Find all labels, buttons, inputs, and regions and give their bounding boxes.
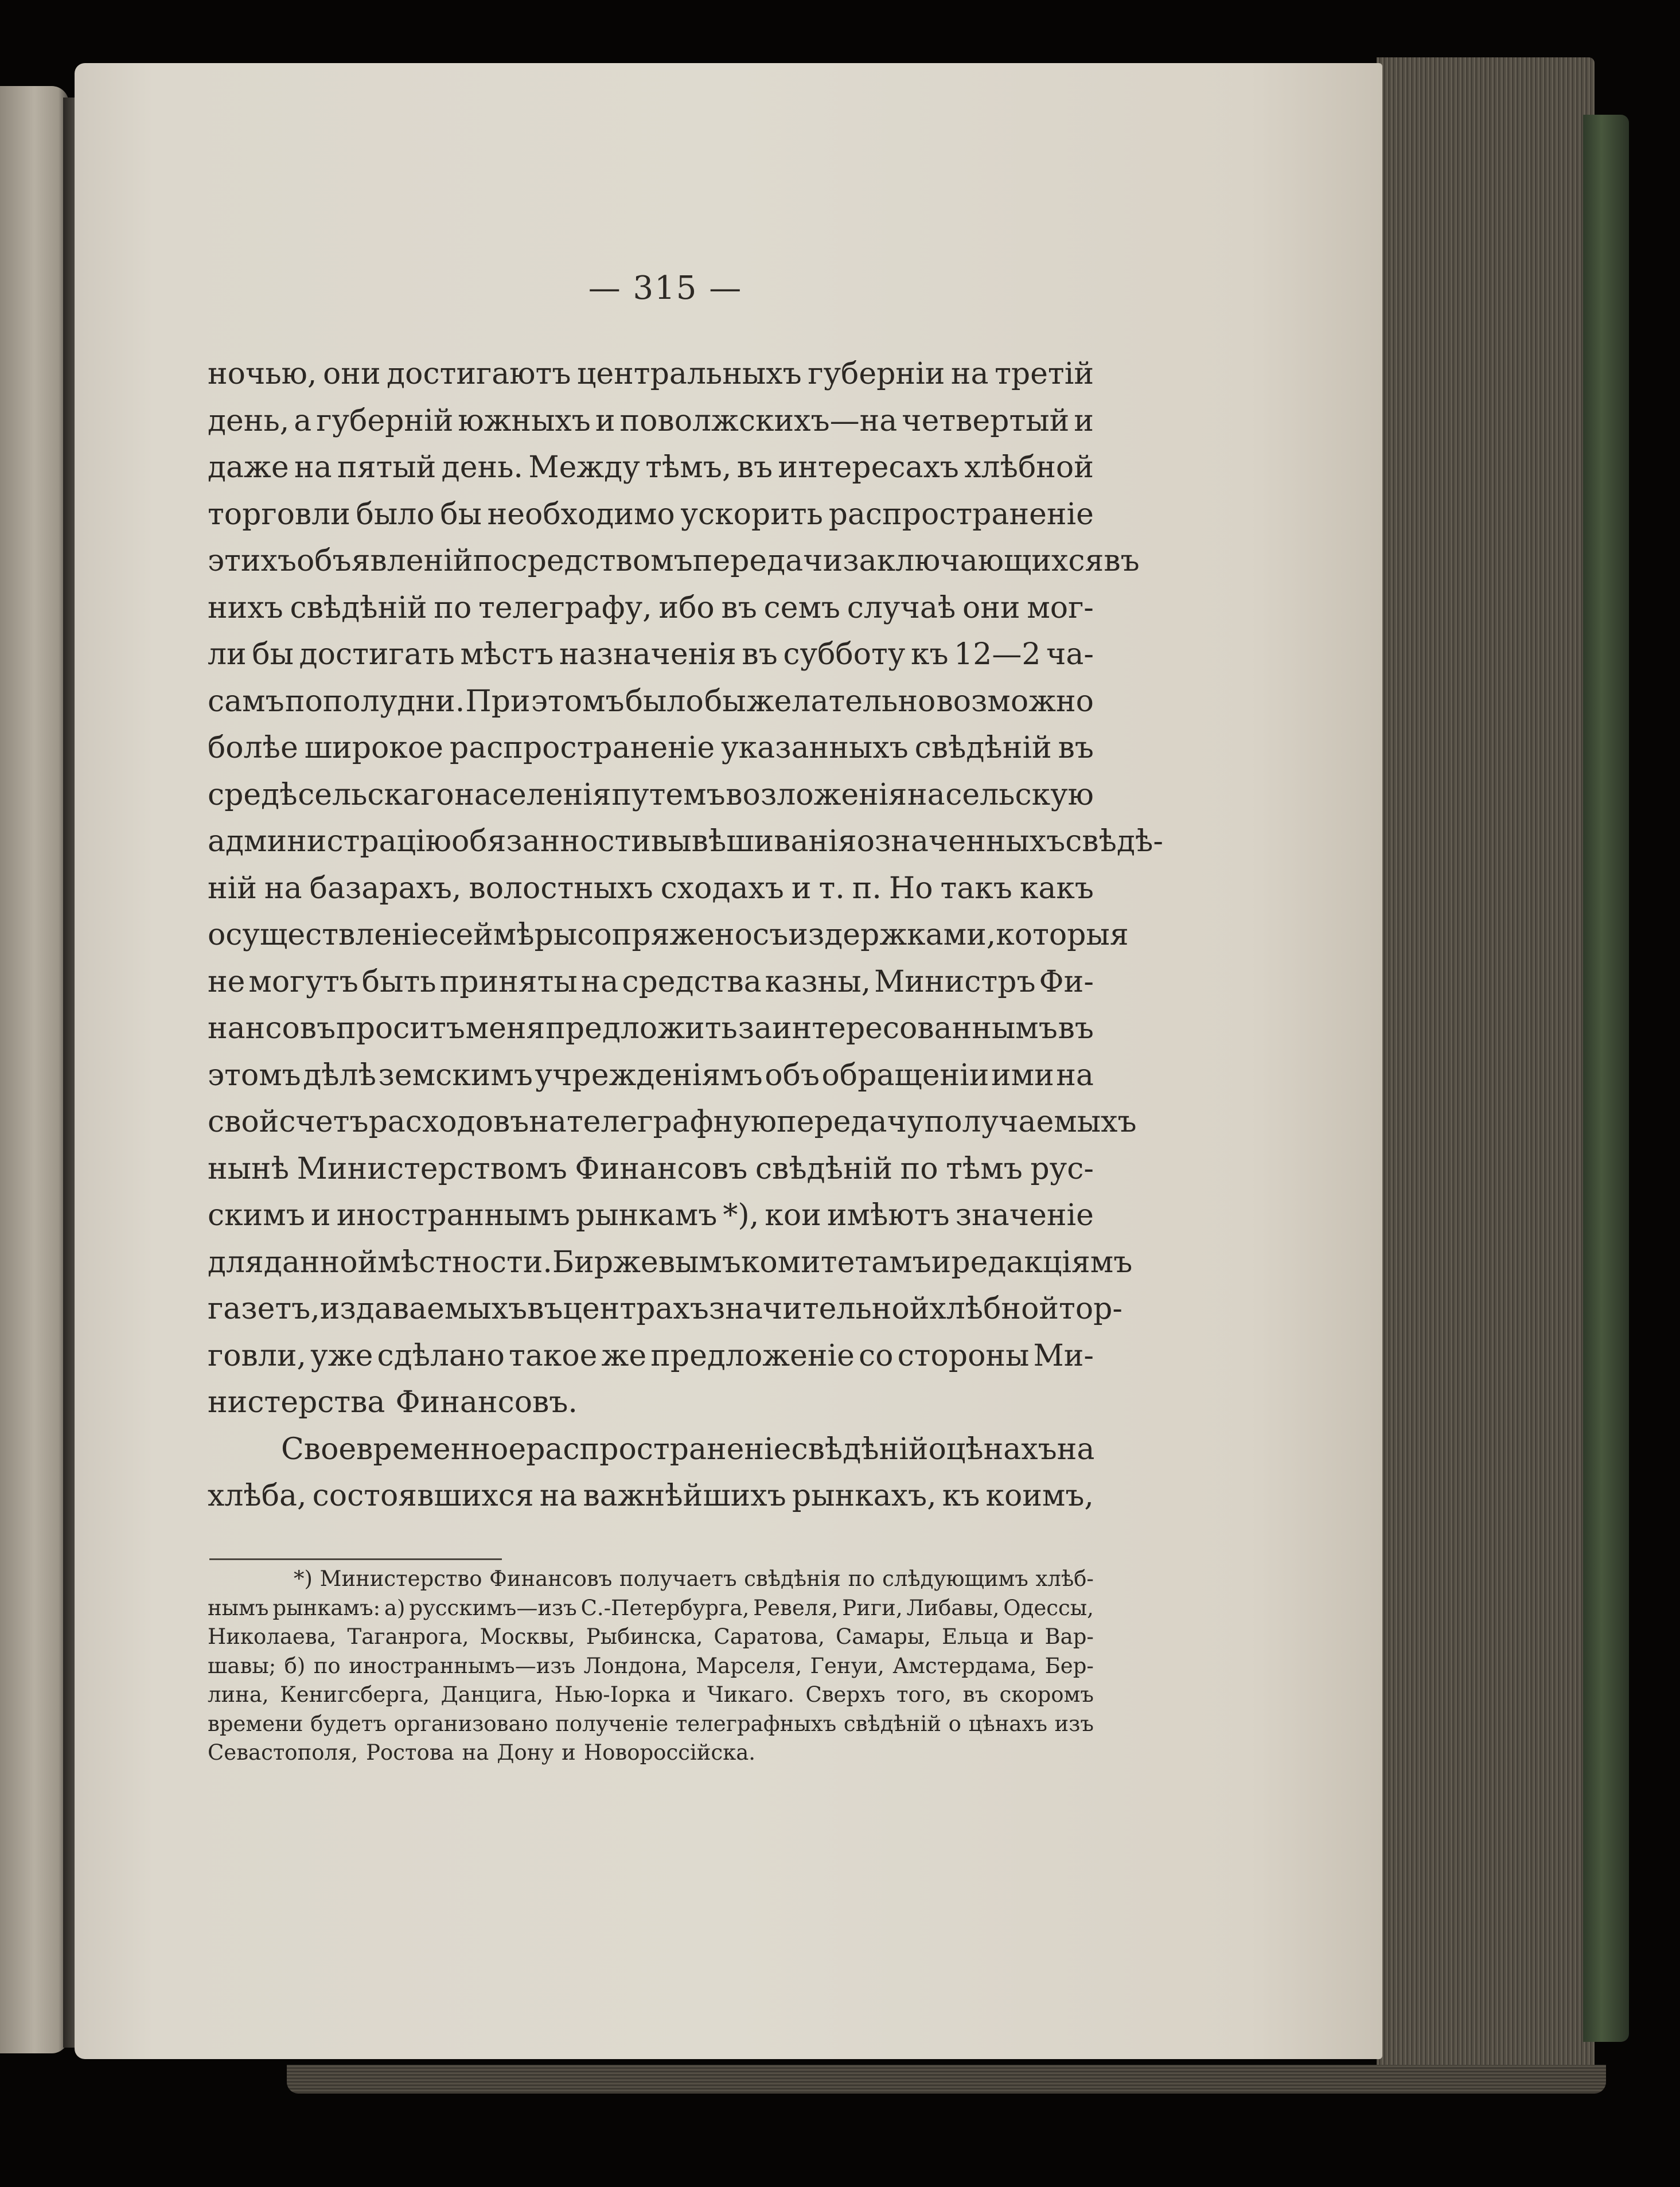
page-stack-edges	[1377, 57, 1595, 2076]
word: широкое	[304, 731, 443, 765]
word: данной	[263, 1245, 378, 1280]
footnote-word: Данцига,	[441, 1682, 544, 1707]
word: предложить	[545, 1011, 738, 1046]
footnote-word: Новороссійска.	[583, 1740, 756, 1765]
footnote-word: Бер-	[1044, 1653, 1094, 1678]
word: сельскаго	[298, 777, 454, 812]
word: ча-	[1046, 637, 1094, 672]
word: свой	[208, 1105, 279, 1139]
footnote-word: полученіе	[555, 1711, 669, 1736]
word: значительной	[708, 1292, 930, 1326]
footnote-word: русскимъ—изъ	[409, 1595, 577, 1620]
word: нынѣ	[208, 1151, 290, 1186]
word: При	[465, 684, 531, 719]
word: посредствомъ	[473, 544, 693, 578]
word: въ	[736, 450, 773, 485]
word: со	[859, 1338, 894, 1373]
word: губерній	[316, 403, 454, 438]
word: предложеніе	[650, 1338, 855, 1373]
word: даже	[208, 450, 289, 485]
word: нансовъ	[208, 1011, 336, 1046]
word: хлѣбной	[964, 450, 1094, 485]
word: средѣ	[208, 777, 298, 812]
word: этомъ	[531, 684, 625, 719]
word: путемъ	[611, 777, 726, 812]
word: издержками,	[788, 918, 996, 952]
word: т.	[818, 871, 845, 906]
word: цѣнахъ	[946, 1432, 1057, 1467]
word: ибо	[658, 590, 715, 625]
word: обращеніи	[821, 1058, 989, 1093]
word: стороны	[897, 1338, 1030, 1373]
word: заинтересованнымъ	[738, 1011, 1058, 1046]
word: мѣры	[493, 918, 578, 952]
body-line	[208, 866, 1094, 913]
word: сопряжено	[577, 918, 753, 952]
word: Ми-	[1033, 1338, 1094, 1373]
word: субботу	[783, 637, 906, 672]
word: объ	[765, 1058, 820, 1093]
body-line	[208, 679, 1094, 726]
word: тѣмъ	[946, 1151, 1023, 1186]
word: случаѣ	[847, 590, 956, 625]
word: Фи-	[1039, 964, 1094, 999]
word: въ	[1104, 544, 1140, 578]
footnote-word: получаетъ	[619, 1566, 737, 1591]
word: не	[208, 964, 245, 999]
book-cover-edge	[1583, 115, 1629, 2042]
word: достигаютъ	[387, 357, 571, 391]
body-line	[208, 1379, 1094, 1426]
body-line	[208, 1005, 1094, 1052]
word: центральныхъ	[576, 357, 802, 391]
word: рынкахъ,	[792, 1479, 937, 1513]
word: обязанности	[451, 824, 651, 859]
word: свѣдѣній	[290, 590, 427, 625]
body-line	[208, 492, 1094, 539]
footnote-word: того,	[896, 1682, 952, 1707]
word: же	[601, 1338, 647, 1373]
footnote-word: Николаева,	[208, 1624, 337, 1649]
word: этомъ	[208, 1058, 301, 1093]
word: означенныхъ	[856, 824, 1066, 859]
word: уже	[310, 1338, 373, 1373]
body-line	[208, 1146, 1094, 1193]
footnote-word: Таганрога,	[347, 1624, 469, 1649]
footnote-word: по	[848, 1566, 875, 1591]
word: и	[1074, 403, 1094, 438]
footnote-word: и	[681, 1682, 696, 1707]
word: южныхъ	[458, 403, 591, 438]
word: на	[529, 1105, 567, 1139]
word: такъ	[940, 871, 1012, 906]
body-line	[208, 912, 1129, 959]
footnote-word: будетъ	[310, 1711, 387, 1736]
word: было	[625, 684, 704, 719]
footnote-word: скоромъ	[999, 1682, 1094, 1707]
word: ній	[208, 871, 257, 906]
word: болѣе	[208, 731, 298, 765]
word: свѣдѣ-	[1065, 824, 1163, 859]
word: комитетамъ	[740, 1245, 931, 1280]
footnote-word: *)	[294, 1566, 313, 1591]
footnote-word: телеграфныхъ	[675, 1711, 837, 1736]
word: достигать	[299, 637, 455, 672]
word: назначенія	[559, 637, 736, 672]
body-line	[208, 1099, 1137, 1146]
footnote-line	[208, 1565, 1094, 1594]
word: какъ	[1019, 871, 1094, 906]
word: редакціямъ	[951, 1245, 1133, 1280]
word: нихъ	[208, 590, 283, 625]
body-line	[208, 1239, 1133, 1287]
footnote-word: лина,	[208, 1682, 269, 1707]
word: передачу	[777, 1105, 925, 1139]
footnote-word: иностраннымъ—изъ	[349, 1653, 576, 1678]
footnote-word: изъ	[1054, 1711, 1094, 1736]
word: казны,	[765, 964, 871, 999]
word: губерніи	[808, 357, 945, 391]
word: мог-	[1027, 590, 1094, 625]
word: объявленій	[296, 544, 473, 578]
word: Между	[528, 450, 640, 485]
word: Своевременное	[281, 1432, 527, 1467]
word: четвертый	[902, 403, 1070, 438]
word: приняты	[439, 964, 578, 999]
footnote-word: хлѣб-	[1035, 1566, 1094, 1591]
word: кои	[765, 1198, 821, 1233]
word: мѣстъ	[460, 637, 554, 672]
word: п.	[852, 871, 882, 906]
body-line	[208, 1192, 1094, 1239]
word: осуществленіе	[208, 918, 439, 952]
word: быть	[361, 964, 436, 999]
word: на	[907, 777, 945, 812]
word: бы	[440, 497, 482, 532]
footnote-word: Риги,	[842, 1595, 903, 1620]
page-number: — 315 —	[588, 270, 743, 307]
word: бы	[252, 637, 294, 672]
word: съ	[753, 918, 789, 952]
body-line	[208, 959, 1094, 1006]
word: на	[950, 357, 989, 391]
word: состоявшихся	[312, 1479, 534, 1513]
word: рынкамъ	[575, 1198, 718, 1233]
word: иностраннымъ	[336, 1198, 570, 1233]
word: земскимъ	[378, 1058, 533, 1093]
word: счетъ	[279, 1105, 369, 1139]
footnote-word: Дону	[497, 1740, 554, 1765]
word: интересахъ	[778, 450, 959, 485]
word: распространеніе	[449, 731, 715, 765]
body-text	[208, 351, 1163, 1520]
word: и	[595, 403, 615, 438]
footnote-word: Финансовъ	[489, 1566, 613, 1591]
word: Финансовъ.	[395, 1385, 578, 1420]
word: ли	[208, 637, 247, 672]
footnote-word: свѣдѣнія	[744, 1566, 841, 1591]
body-line	[208, 585, 1094, 632]
word: Министръ	[874, 964, 1036, 999]
word: передачи	[692, 544, 843, 578]
word: 12—2	[954, 637, 1041, 672]
footnote-word: рынкамъ:	[272, 1595, 381, 1620]
word: администрацію	[208, 824, 451, 859]
footnote-word: Ревеля,	[753, 1595, 839, 1620]
footnote-line	[208, 1652, 1094, 1681]
word: меня	[465, 1011, 545, 1046]
footnote-word: на	[462, 1740, 489, 1765]
word: скимъ	[208, 1198, 305, 1233]
footnote-word: Либавы,	[906, 1595, 1000, 1620]
word: которыя	[996, 918, 1129, 952]
footnote-word: и	[1019, 1624, 1034, 1649]
footnote-word: нымъ	[208, 1595, 269, 1620]
word: получаемыхъ	[924, 1105, 1137, 1139]
word: распространеніе	[828, 497, 1094, 532]
word: они	[962, 590, 1020, 625]
word: нистерства	[208, 1385, 385, 1420]
word: базарахъ,	[309, 871, 462, 906]
footnote-word: а)	[384, 1595, 406, 1620]
footnote-word: Амстердама,	[892, 1653, 1037, 1678]
footnote-word: слѣдующимъ	[882, 1566, 1028, 1591]
body-line	[208, 1333, 1094, 1380]
word: коимъ,	[985, 1479, 1094, 1513]
word: день,	[208, 403, 290, 438]
word: Финансовъ	[575, 1151, 748, 1186]
word: они	[323, 357, 381, 391]
word: о	[928, 1432, 946, 1467]
body-line	[208, 818, 1163, 866]
footnote-word: Министерство	[319, 1566, 482, 1591]
word: къ	[942, 1479, 980, 1513]
word: телеграфу,	[478, 590, 652, 625]
word: газетъ,	[208, 1292, 320, 1326]
footnote-word: Нью-Іорка	[554, 1682, 671, 1707]
footnote-word: Москвы,	[480, 1624, 575, 1649]
footnote-word: Вар-	[1044, 1624, 1094, 1649]
footnote-rule	[209, 1558, 502, 1560]
word: день.	[441, 450, 523, 485]
word: вывѣшиванія	[650, 824, 857, 859]
word: волостныхъ	[469, 871, 653, 906]
word: а	[294, 403, 312, 438]
word: дѣлѣ	[303, 1058, 377, 1093]
footnote-word: Кенигсберга,	[280, 1682, 430, 1707]
footnote-word: организовано	[393, 1711, 548, 1736]
footnote-line	[208, 1623, 1094, 1652]
footnote-line	[208, 1710, 1094, 1739]
word: издаваемыхъ	[319, 1292, 528, 1326]
word: на	[1056, 1058, 1094, 1093]
word: въ	[742, 637, 778, 672]
word: Биржевымъ	[552, 1245, 741, 1280]
body-line	[208, 1052, 1094, 1100]
word: хлѣбной	[929, 1292, 1059, 1326]
word: значеніе	[955, 1198, 1094, 1233]
word: населенія	[454, 777, 611, 812]
footnote-word: въ	[962, 1682, 989, 1707]
word: средства	[622, 964, 762, 999]
word: сходахъ	[660, 871, 784, 906]
body-line	[208, 631, 1094, 679]
word: поволжскихъ—на	[619, 403, 898, 438]
word: этихъ	[208, 544, 297, 578]
footnote-line	[208, 1681, 1094, 1710]
word: такое	[509, 1338, 598, 1373]
body-line	[208, 445, 1094, 492]
footnote-word: Чикаго.	[707, 1682, 794, 1707]
word: заключающихся	[843, 544, 1104, 578]
footnote-word: цѣнахъ	[968, 1711, 1047, 1736]
footnote-block	[208, 1565, 1094, 1768]
footnote-word: Севастополя,	[208, 1740, 358, 1765]
word: мѣстности.	[377, 1245, 552, 1280]
word: ускорить	[680, 497, 823, 532]
body-line	[208, 1473, 1094, 1520]
footnote-word: Ростова	[366, 1740, 454, 1765]
body-line	[208, 538, 1140, 585]
word: хлѣба,	[208, 1479, 307, 1513]
word: было	[356, 497, 435, 532]
word: сдѣлано	[377, 1338, 505, 1373]
word: важнѣйшихъ	[583, 1479, 786, 1513]
word: Министерствомъ	[297, 1151, 567, 1186]
word: и	[791, 871, 812, 906]
word: возможно	[936, 684, 1094, 719]
footnote-word: Одессы,	[1003, 1595, 1094, 1620]
footnote-word: Сверхъ	[805, 1682, 886, 1707]
word: необходимо	[487, 497, 675, 532]
word: ночью,	[208, 357, 317, 391]
word: въ	[1058, 731, 1094, 765]
word: сей	[439, 918, 493, 952]
footnote-word: и	[562, 1740, 576, 1765]
word: торговли	[208, 497, 350, 532]
footnote-word: Лондона,	[583, 1653, 688, 1678]
word: свѣдѣній	[791, 1432, 929, 1467]
word: пятый	[337, 450, 436, 485]
footnote-word: С.-Петербурга,	[580, 1595, 750, 1620]
word: по	[434, 590, 472, 625]
word: желательно	[746, 684, 936, 719]
word: для	[208, 1245, 264, 1280]
word: самъ	[208, 684, 284, 719]
word: телеграфную	[566, 1105, 777, 1139]
word: въ	[527, 1292, 563, 1326]
footnote-word: по	[313, 1653, 341, 1678]
word: имѣютъ	[827, 1198, 950, 1233]
body-line	[208, 1286, 1122, 1333]
word: расходовъ	[368, 1105, 529, 1139]
word: третій	[995, 357, 1094, 391]
footnote-word: Самары,	[835, 1624, 931, 1649]
word: на	[294, 450, 332, 485]
footnote-word: Рыбинска,	[586, 1624, 703, 1649]
previous-page-edge	[0, 86, 69, 2053]
footnote-line	[208, 1738, 1094, 1768]
word: свѣдѣній	[755, 1151, 892, 1186]
word: бы	[704, 684, 746, 719]
footnote-word: Марселя,	[696, 1653, 802, 1678]
word: и	[310, 1198, 331, 1233]
footnote-word: о	[948, 1711, 961, 1736]
word: тор-	[1059, 1292, 1122, 1326]
word: указанныхъ	[721, 731, 909, 765]
footnote-word: Ельца	[942, 1624, 1009, 1649]
body-line	[208, 725, 1094, 772]
word: по	[900, 1151, 938, 1186]
word: въ	[1058, 1011, 1094, 1046]
word: рус-	[1030, 1151, 1094, 1186]
word: въ	[721, 590, 757, 625]
page-stack-bottom	[287, 2065, 1606, 2094]
word: проситъ	[336, 1011, 465, 1046]
body-line	[208, 351, 1094, 398]
footnote-word: времени	[208, 1711, 303, 1736]
footnote-word: б)	[284, 1653, 306, 1678]
footnote-line	[208, 1594, 1094, 1623]
word: могутъ	[248, 964, 358, 999]
word: ими	[991, 1058, 1054, 1093]
word: и	[931, 1245, 952, 1280]
word: центрахъ	[563, 1292, 709, 1326]
footnote-word: Саратова,	[714, 1624, 825, 1649]
word: на	[1057, 1432, 1095, 1467]
word: тѣмъ,	[645, 450, 732, 485]
body-line	[208, 772, 1094, 819]
word: семъ	[763, 590, 840, 625]
word: возложенія	[726, 777, 907, 812]
word: на	[580, 964, 619, 999]
footnote-word: Генуи,	[810, 1653, 884, 1678]
word: на	[264, 871, 302, 906]
footnote-word: свѣдѣній	[843, 1711, 941, 1736]
word: учрежденіямъ	[535, 1058, 763, 1093]
body-line	[208, 1426, 1094, 1473]
word: Но	[888, 871, 933, 906]
word: распространеніе	[526, 1432, 792, 1467]
footnote-word: шавы;	[208, 1653, 276, 1678]
word: сельскую	[945, 777, 1094, 812]
word: на	[539, 1479, 578, 1513]
word: пополудни.	[284, 684, 465, 719]
word: свѣдѣній	[914, 731, 1052, 765]
word: говли,	[208, 1338, 307, 1373]
word: *),	[723, 1198, 759, 1233]
body-line	[208, 398, 1094, 445]
word: къ	[910, 637, 949, 672]
